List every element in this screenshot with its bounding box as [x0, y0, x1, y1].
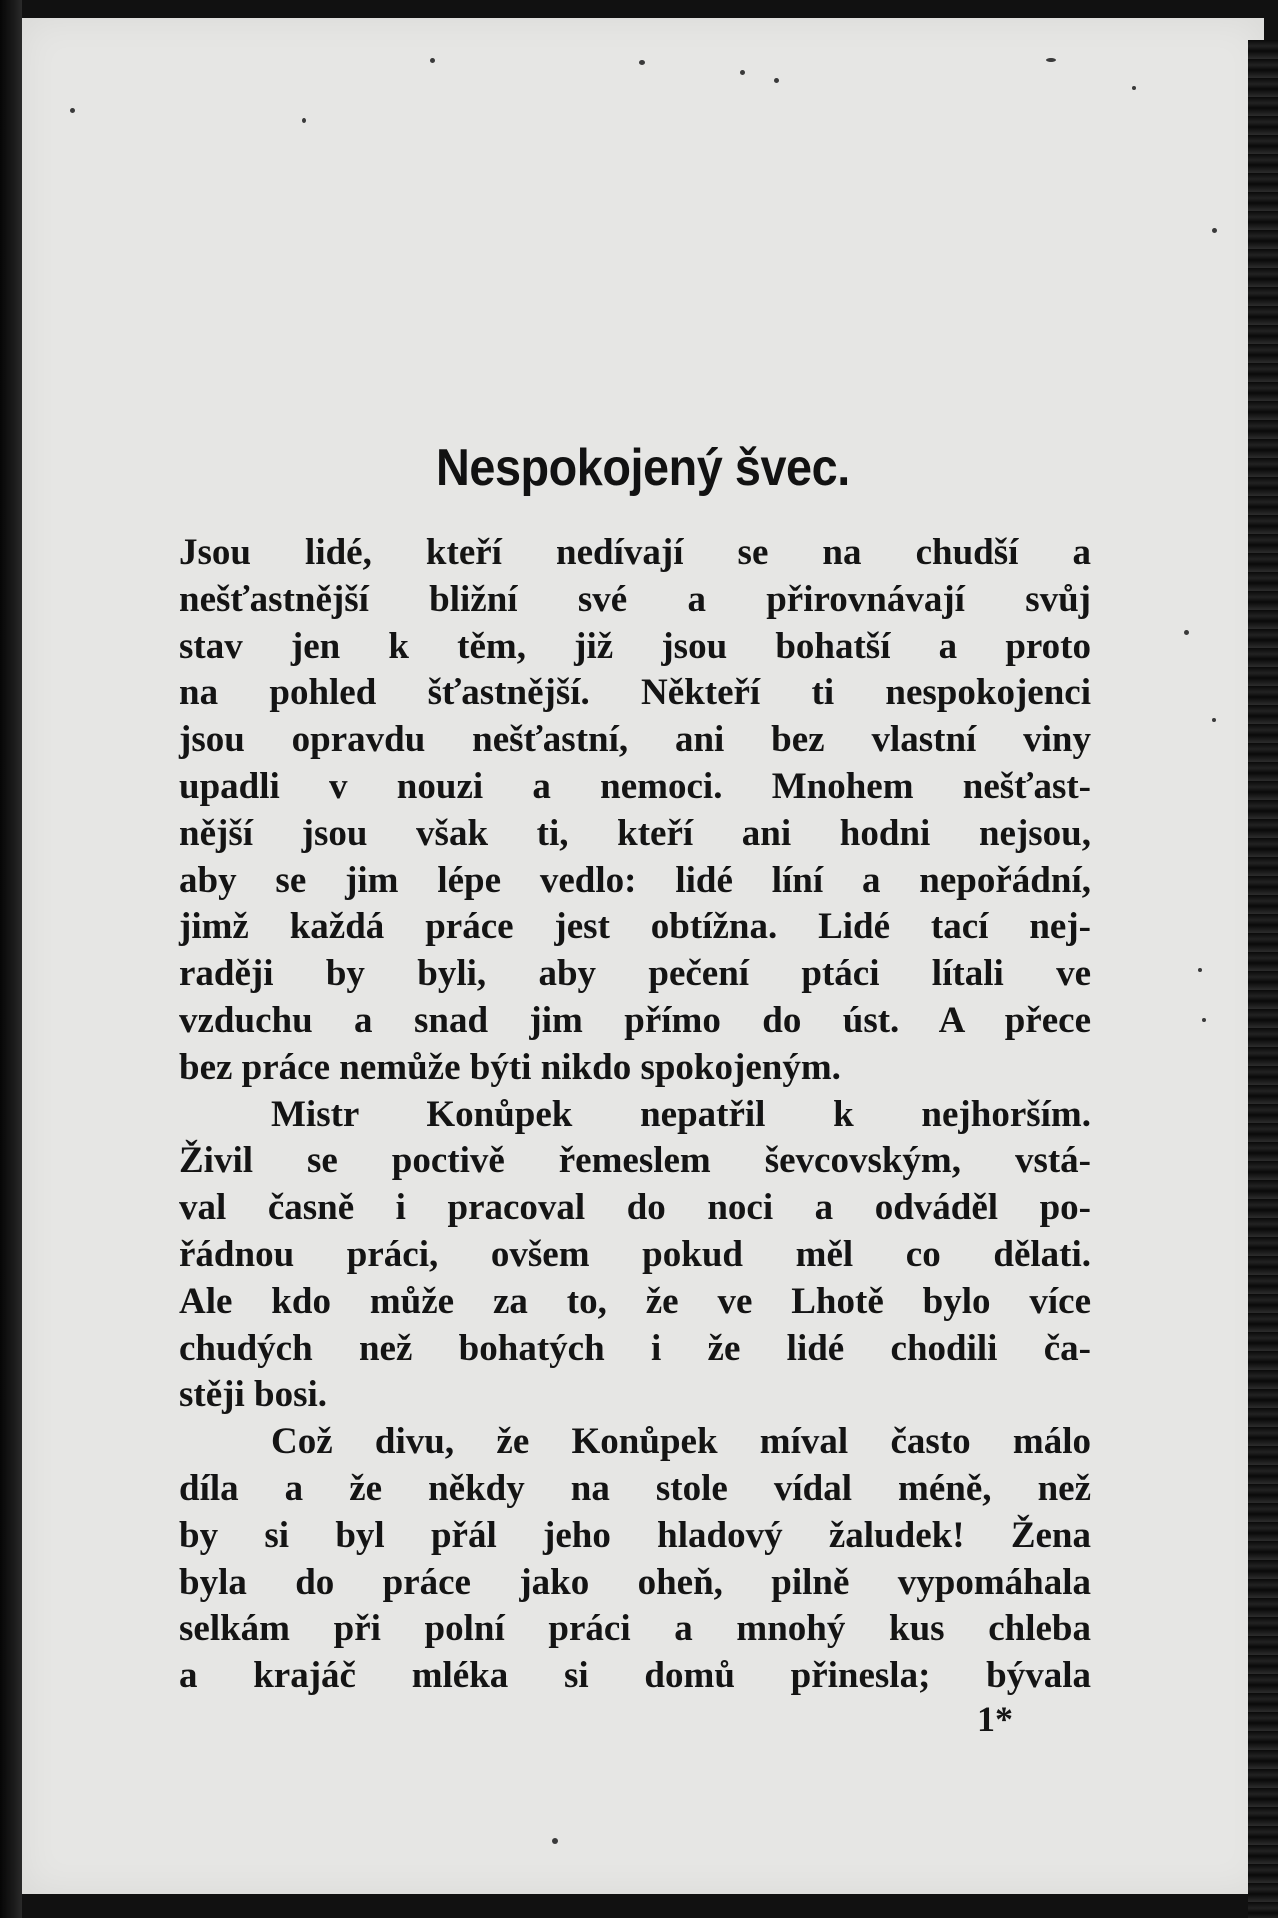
text-line: raději by byli, aby pečení ptáci lítali ve [179, 953, 1091, 995]
text-line: nější jsou však ti, kteří ani hodni nejsou, [179, 812, 1091, 854]
scan-right-edge [1248, 40, 1278, 1918]
text-line: val časně i pracoval do noci a odváděl po- [179, 1187, 1091, 1229]
text-line: bez práce nemůže býti nikdo spokojeným. [179, 1046, 841, 1088]
paper-page [22, 18, 1264, 1894]
body-text [179, 530, 1091, 1700]
text-line: stěji bosi. [179, 1374, 327, 1416]
text-line: a krajáč mléka si domů přinesla; bývala [179, 1655, 1091, 1697]
text-line: jsou opravdu nešťastní, ani bez vlastní viny [179, 719, 1091, 761]
text-line: nešťastnější bližní své a přirovnávají svůj [179, 578, 1091, 620]
scan-speck [740, 70, 745, 75]
text-line: Což divu, že Konůpek míval často málo [271, 1421, 1091, 1463]
text-line: upadli v nouzi a nemoci. Mnohem nešťast- [179, 765, 1091, 807]
text-line: chudých než bohatých i že lidé chodili ča- [179, 1327, 1091, 1369]
text-line: stav jen k těm, již jsou bohatší a proto [179, 625, 1091, 667]
scan-speck [1212, 228, 1217, 233]
page-number: 1* [977, 1699, 1013, 1739]
scan-speck [774, 78, 779, 83]
scan-speck [1132, 86, 1136, 90]
scan-speck [1212, 718, 1216, 722]
text-line: řádnou práci, ovšem pokud měl co dělati. [179, 1233, 1091, 1275]
scan-speck [70, 108, 75, 113]
text-line: Ale kdo může za to, že ve Lhotě bylo více [179, 1280, 1091, 1322]
text-line: Mistr Konůpek nepatřil k nejhorším. [271, 1093, 1091, 1135]
scan-speck [1198, 968, 1202, 972]
text-line: byla do práce jako oheň, pilně vypomáhala [179, 1561, 1091, 1603]
text-line: by si byl přál jeho hladový žaludek! Žena [179, 1514, 1091, 1556]
scan-speck [1046, 58, 1056, 62]
text-line: jimž každá práce jest obtížna. Lidé tací nej- [179, 906, 1091, 948]
text-line: selkám při polní práci a mnohý kus chleba [179, 1608, 1091, 1650]
scan-speck [1184, 630, 1189, 635]
scan-speck [302, 118, 306, 123]
text-line: díla a že někdy na stole vídal méně, než [179, 1467, 1091, 1509]
scan-speck [552, 1838, 558, 1844]
text-line: vzduchu a snad jim přímo do úst. A přece [179, 999, 1091, 1041]
scan-left-edge [0, 0, 22, 1918]
chapter-title: Nespokojený švec. [436, 439, 850, 497]
scan-speck [1202, 1018, 1206, 1022]
text-line: aby se jim lépe vedlo: lidé líní a nepořádní, [179, 859, 1091, 901]
scan-speck [430, 58, 435, 63]
text-line: Živil se poctivě řemeslem ševcovským, vstá- [179, 1140, 1091, 1182]
scan-speck [639, 60, 645, 65]
text-line: na pohled šťastnější. Někteří ti nespokojenci [179, 672, 1091, 714]
text-line: Jsou lidé, kteří nedívají se na chudší a [179, 532, 1091, 573]
